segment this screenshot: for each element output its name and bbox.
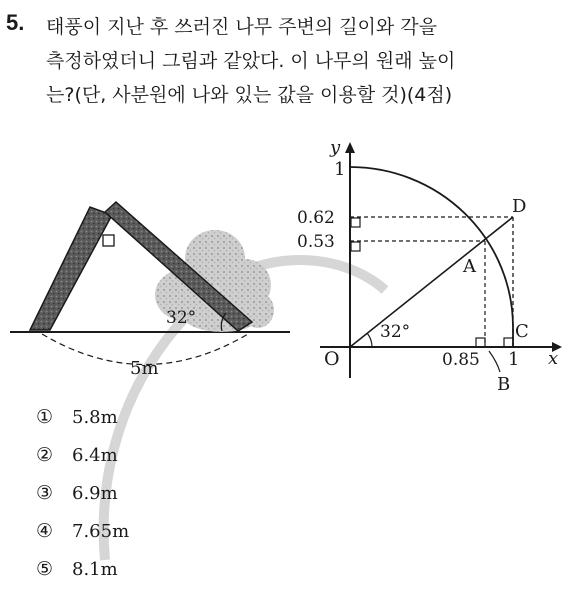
tick-label-053: 0.53 — [297, 232, 335, 252]
choice-1-text: 5.8m — [72, 407, 118, 428]
choice-4-text: 7.65m — [72, 521, 130, 542]
choice-1[interactable] — [36, 398, 129, 436]
tree-distance-label: 5m — [130, 358, 159, 379]
tree-trunk-stump — [30, 207, 112, 330]
choice-4-mark: ④ — [36, 520, 54, 542]
answer-choices — [36, 398, 129, 588]
point-c-label: C — [515, 321, 529, 342]
right-angle-mark-053 — [351, 242, 360, 251]
y-axis-label: y — [330, 137, 341, 158]
x-axis-label: x — [548, 348, 559, 369]
choice-5[interactable] — [36, 550, 129, 588]
point-d-label: D — [512, 196, 527, 217]
right-angle-mark-062 — [351, 218, 360, 227]
choice-3-text: 6.9m — [72, 483, 118, 504]
question-line-1: 태풍이 지난 후 쓰러진 나무 주변의 길이와 각을 — [46, 16, 438, 38]
choice-5-mark: ⑤ — [36, 558, 54, 580]
quarter-circle-arc — [350, 167, 513, 327]
point-b-label: B — [497, 374, 511, 395]
choice-4[interactable] — [36, 512, 129, 550]
tick-label-062: 0.62 — [297, 208, 335, 228]
choice-2-text: 6.4m — [72, 445, 118, 466]
choice-2-mark: ② — [36, 444, 54, 466]
choice-3[interactable] — [36, 474, 129, 512]
choice-3-mark: ③ — [36, 482, 54, 504]
tree-angle-label: 32° — [166, 308, 197, 328]
angle-arc-unit — [367, 333, 372, 347]
tick-label-085: 0.85 — [442, 350, 480, 370]
y-one-label: 1 — [334, 159, 346, 180]
choice-2[interactable] — [36, 436, 129, 474]
fallen-tree-figure — [10, 202, 290, 379]
question-line-2: 측정하였더니 그림과 같았다. 이 나무의 원래 높이 — [46, 50, 456, 72]
right-angle-mark-c — [504, 338, 513, 347]
question-number: 5. — [6, 10, 25, 35]
y-axis-arrow-icon — [345, 142, 355, 153]
choice-5-text: 8.1m — [72, 559, 118, 580]
question-line-3: 는?(단, 사분원에 나와 있는 값을 이용할 것)(4점) — [46, 84, 453, 106]
unit-angle-label: 32° — [380, 322, 411, 342]
pointer-b — [489, 351, 500, 372]
x-one-label: 1 — [508, 349, 520, 370]
right-angle-mark-tree — [103, 235, 114, 246]
choice-1-mark: ① — [36, 406, 54, 428]
origin-label: O — [324, 348, 340, 370]
right-angle-mark-085 — [476, 338, 485, 347]
point-a-label: A — [463, 256, 476, 277]
